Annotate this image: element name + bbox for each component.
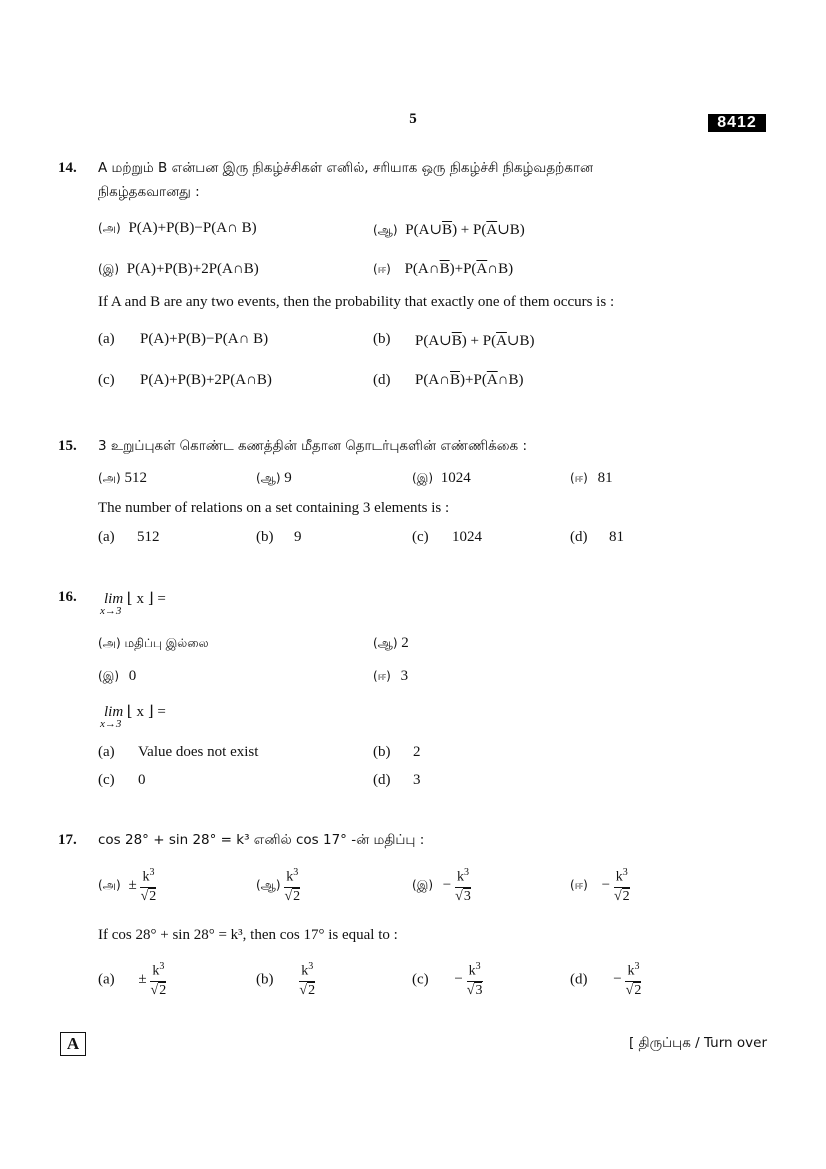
limit-word: lim	[104, 591, 124, 607]
numerator: k	[286, 869, 294, 885]
page-number: 5	[409, 111, 417, 127]
option-label: (c)	[98, 772, 115, 788]
option-sign: ±	[138, 971, 147, 988]
option-sign: −	[454, 971, 463, 988]
option-text: $P(A\cup\overline{B})$ + $P(\overline{A}\cup B)$	[415, 333, 535, 349]
option-text: 3	[400, 668, 409, 684]
denominator: 2	[293, 888, 301, 904]
fraction: $\frac{k^3}{√2}$	[625, 961, 642, 998]
option-text: 1024	[452, 529, 482, 545]
option-text: P(A)+P(B)−P(A∩ B)	[140, 331, 269, 347]
option-label: (ஈ)	[570, 877, 588, 892]
option-text: P(A)+P(B)+2P(A∩B)	[126, 261, 259, 277]
option-label: (ஆ)	[256, 471, 281, 485]
limit-expression-english	[100, 702, 166, 730]
option-label: (இ)	[412, 877, 434, 892]
option-label: (c)	[412, 529, 429, 545]
question-number: 14.	[58, 160, 77, 176]
option-text: 0	[138, 772, 146, 788]
option-label: (d)	[373, 372, 391, 388]
option-label: (b)	[373, 331, 391, 347]
option-a	[98, 962, 166, 998]
option-text: 2	[413, 744, 421, 760]
option-c-tamil	[98, 668, 136, 685]
option-label: (ஈ)	[570, 471, 588, 485]
option-label: (d)	[570, 971, 588, 988]
fraction: $\frac{k^3}{√2}$	[613, 867, 630, 904]
option-label: (ஈ)	[373, 262, 391, 276]
option-d-tamil	[570, 868, 630, 904]
option-label: (d)	[570, 529, 588, 545]
numerator-exponent: 3	[308, 961, 314, 972]
denominator: 2	[622, 888, 630, 904]
question-text-tamil-line2: நிகழ்தகவானது :	[98, 184, 200, 200]
option-b	[256, 962, 315, 998]
fraction: $\frac{k^3}{√3}$	[466, 961, 483, 998]
option-label: (d)	[373, 772, 391, 788]
option-text: $P(A\cap\overline{B})+P(\overline{A}\cap B)$	[415, 372, 524, 388]
option-label: (ஆ)	[373, 636, 398, 650]
option-d-tamil	[373, 261, 513, 278]
question-text-english: The number of relations on a set containing 3 elements is :	[98, 500, 450, 516]
option-b	[373, 331, 535, 349]
question-text-tamil: 3 உறுப்புகள் கொண்ட கணத்தின் மீதான தொடர்புகளின் எண்ணிக்கை :	[98, 438, 528, 454]
denominator: 2	[149, 888, 157, 904]
option-d	[373, 372, 524, 389]
denominator: 2	[159, 982, 167, 998]
denominator: 3	[475, 982, 483, 998]
option-label: (ஆ)	[256, 877, 281, 892]
option-label: (அ)	[98, 636, 121, 650]
option-text: P(A)+P(B)+2P(A∩B)	[140, 372, 272, 388]
option-d	[570, 962, 641, 998]
option-label: (அ)	[98, 877, 121, 892]
option-c-tamil	[98, 261, 259, 278]
limit-subscript: x→3	[100, 605, 122, 617]
numerator-exponent: 3	[159, 961, 165, 972]
question-text-tamil: cos 28° + sin 28° = k³ எனில் cos 17° -ன் மதிப்பு :	[98, 832, 425, 848]
option-c	[412, 529, 482, 546]
option-label: (b)	[373, 744, 391, 760]
denominator: 2	[634, 982, 642, 998]
option-label: (இ)	[412, 471, 434, 485]
limit-expression	[100, 589, 166, 617]
denominator: 3	[463, 888, 471, 904]
fraction: $\frac{k^3}{√2}$	[150, 961, 167, 998]
numerator-exponent: 3	[149, 867, 155, 878]
option-text: 512	[137, 529, 160, 545]
option-a	[98, 529, 160, 546]
option-sign: −	[442, 877, 452, 894]
option-text: மதிப்பு இல்லை	[124, 636, 209, 650]
option-text: 1024	[440, 470, 471, 486]
fraction: $\frac{k^3}{√2}$	[299, 961, 316, 998]
question-number: 16.	[58, 589, 77, 605]
numerator: k	[152, 963, 160, 979]
option-d	[373, 772, 421, 789]
option-label: (a)	[98, 744, 115, 760]
fraction: $\frac{k^3}{√2}$	[284, 867, 301, 904]
numerator: k	[457, 869, 465, 885]
option-text: 2	[401, 635, 409, 651]
booklet-series-box: A	[60, 1032, 86, 1056]
option-label: (a)	[98, 971, 115, 988]
fraction: $\frac{k^3}{√2}$	[140, 867, 157, 904]
numerator-exponent: 3	[634, 961, 640, 972]
option-label: (இ)	[98, 669, 120, 683]
option-c	[412, 962, 483, 998]
numerator-exponent: 3	[622, 867, 628, 878]
option-text: 81	[597, 470, 613, 486]
numerator-exponent: 3	[293, 867, 299, 878]
option-label: (இ)	[98, 262, 120, 276]
option-label: (ஆ)	[373, 223, 398, 237]
numerator: k	[142, 869, 150, 885]
turn-over-note: [ திருப்புக / Turn over	[628, 1035, 767, 1051]
option-a-tamil	[98, 868, 156, 904]
option-label: (b)	[256, 529, 274, 545]
option-c-tamil	[412, 868, 471, 904]
option-a-tamil	[98, 220, 257, 237]
option-text: P(A)+P(B)−P(A∩ B)	[128, 220, 257, 236]
option-label: (அ)	[98, 221, 121, 235]
question-text-tamil: A மற்றும் B என்பன இரு நிகழ்ச்சிகள் எனில், சரியாக ஒரு நிகழ்ச்சி நிகழ்வதற்கான	[98, 160, 594, 176]
option-sign: ±	[128, 877, 137, 894]
option-label: (a)	[98, 529, 115, 545]
option-text: 0	[128, 668, 137, 684]
option-b-tamil	[256, 470, 292, 487]
option-b-tamil	[256, 868, 300, 904]
numerator-exponent: 3	[464, 867, 470, 878]
option-text: $P(A\cup\overline{B})$ + $P(\overline{A}\cup B)$	[405, 222, 525, 238]
question-text-english: If A and B are any two events, then the probability that exactly one of them occurs is :	[98, 294, 615, 310]
option-text: 512	[124, 470, 147, 486]
option-c-tamil	[412, 470, 471, 487]
option-d-tamil	[570, 470, 613, 487]
fraction: $\frac{k^3}{√3}$	[455, 867, 471, 904]
option-label: (c)	[98, 372, 115, 388]
option-text: $P(A\cap\overline{B})+P(\overline{A}\cap B)$	[404, 261, 514, 277]
question-text-english: If cos 28° + sin 28° = k³, then cos 17° is equal to :	[98, 927, 398, 943]
option-text: 81	[609, 529, 624, 545]
numerator: k	[301, 963, 309, 979]
option-d-tamil	[373, 668, 408, 685]
limit-subscript: x→3	[100, 718, 122, 730]
limit-floor-expr: ⌊ x ⌋ =	[126, 704, 166, 720]
paper-code: 8412	[708, 114, 766, 132]
option-sign: −	[613, 971, 622, 988]
option-text: 9	[294, 529, 302, 545]
option-a	[98, 331, 269, 348]
numerator-exponent: 3	[475, 961, 481, 972]
option-b-tamil	[373, 635, 409, 652]
denominator: 2	[308, 982, 316, 998]
option-a-tamil	[98, 470, 147, 487]
option-label: (c)	[412, 971, 429, 988]
option-d	[570, 529, 624, 546]
option-c	[98, 372, 272, 389]
option-b	[256, 529, 302, 546]
option-label: (a)	[98, 331, 115, 347]
question-number: 15.	[58, 438, 77, 454]
option-text: 9	[284, 470, 292, 486]
option-a-tamil	[98, 635, 209, 652]
option-text: 3	[413, 772, 421, 788]
question-number: 17.	[58, 832, 77, 848]
limit-floor-expr: ⌊ x ⌋ =	[126, 591, 166, 607]
numerator: k	[615, 869, 623, 885]
option-label: (b)	[256, 971, 274, 988]
option-label: (அ)	[98, 471, 121, 485]
numerator: k	[468, 963, 476, 979]
numerator: k	[627, 963, 635, 979]
option-label: (ஈ)	[373, 669, 391, 683]
option-a	[98, 744, 259, 761]
limit-word: lim	[104, 704, 124, 720]
option-b	[373, 744, 421, 761]
option-c	[98, 772, 146, 789]
option-b-tamil	[373, 220, 525, 239]
option-text: Value does not exist	[138, 744, 259, 760]
option-sign: −	[601, 877, 611, 894]
